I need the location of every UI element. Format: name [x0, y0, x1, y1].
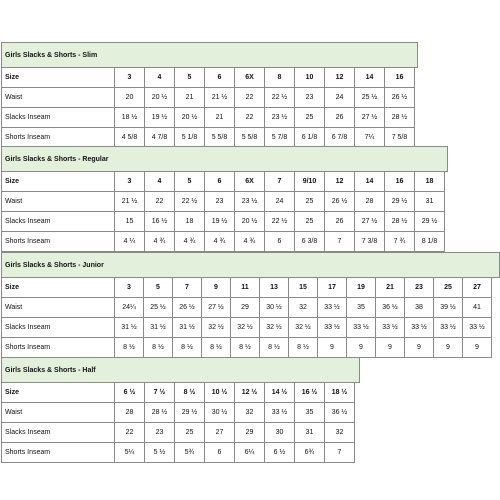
size-header-cell: 17	[318, 278, 347, 298]
row-label: Shorts Inseam	[2, 443, 115, 463]
measurement-cell: 26 ½	[173, 298, 202, 318]
row-label: Shorts Inseam	[2, 338, 115, 358]
measurement-cell: 33 ½	[434, 318, 463, 338]
measurement-cell: 33 ½	[318, 298, 347, 318]
measurement-cell: 8 1/8	[415, 232, 445, 252]
measurement-cell: 27 ½	[202, 298, 231, 318]
size-header-cell: 3	[115, 278, 144, 298]
spacer-cell	[415, 68, 418, 88]
table-row	[2, 88, 418, 108]
measurement-cell: 25	[295, 212, 325, 232]
measurement-cell: 19 ½	[205, 212, 235, 232]
measurement-cell: 29 ½	[175, 403, 205, 423]
measurement-cell: 23	[145, 423, 175, 443]
measurement-cell: 32 ½	[260, 318, 289, 338]
measurement-cell: 36 ½	[376, 298, 405, 318]
measurement-cell: 20 ½	[145, 88, 175, 108]
measurement-cell: 20 ½	[175, 108, 205, 128]
table-row	[2, 403, 360, 423]
measurement-cell: 22	[115, 423, 145, 443]
table-header-row	[2, 68, 418, 88]
measurement-cell: 21 ½	[115, 192, 145, 212]
measurement-cell: 9	[347, 338, 376, 358]
size-header-cell: 9/10	[295, 172, 325, 192]
measurement-cell: 7¼	[355, 128, 385, 148]
measurement-cell: 25 ½	[144, 298, 173, 318]
table-header-row	[2, 278, 500, 298]
row-label: Slacks Inseam	[2, 212, 115, 232]
measurement-cell: 9	[434, 338, 463, 358]
table-row	[2, 192, 448, 212]
size-header-cell: 15	[289, 278, 318, 298]
spacer-cell	[355, 423, 360, 443]
measurement-cell: 21	[205, 108, 235, 128]
measurement-cell: 27 ½	[355, 212, 385, 232]
measurement-cell: 8 ½	[231, 338, 260, 358]
table-header-row	[2, 172, 448, 192]
measurement-cell: 22 ½	[265, 88, 295, 108]
measurement-cell: 7	[325, 443, 355, 463]
table-title: Girls Slacks & Shorts - Half	[2, 358, 360, 383]
size-header-cell: 25	[434, 278, 463, 298]
measurement-cell: 8 ½	[173, 338, 202, 358]
measurement-cell: 28	[115, 403, 145, 423]
measurement-cell: 26 ½	[385, 88, 415, 108]
spacer-cell	[445, 212, 448, 232]
size-header-cell: 12	[325, 172, 355, 192]
table-row	[2, 108, 418, 128]
measurement-cell: 7 ¾	[385, 232, 415, 252]
size-header-cell: 14	[355, 68, 385, 88]
measurement-cell: 9	[318, 338, 347, 358]
measurement-cell: 24	[325, 88, 355, 108]
measurement-cell: 29	[231, 298, 260, 318]
size-header-cell: 7 ½	[145, 383, 175, 403]
measurement-cell: 8 ½	[289, 338, 318, 358]
spacer-cell	[445, 172, 448, 192]
measurement-cell: 6 3/8	[295, 232, 325, 252]
measurement-cell: 23 ½	[265, 108, 295, 128]
spacer-cell	[445, 232, 448, 252]
measurement-cell: 25	[295, 192, 325, 212]
size-header-cell: 12 ½	[235, 383, 265, 403]
measurement-cell: 22 ½	[265, 212, 295, 232]
measurement-cell: 29 ½	[385, 192, 415, 212]
measurement-cell: 21	[175, 88, 205, 108]
measurement-cell: 8 ½	[202, 338, 231, 358]
measurement-cell: 6 ½	[265, 443, 295, 463]
measurement-cell: 31 ½	[115, 318, 144, 338]
measurement-cell: 8 ½	[260, 338, 289, 358]
measurement-cell: 5 5/8	[205, 128, 235, 148]
size-header-cell: 5	[144, 278, 173, 298]
size-header-cell: 7	[173, 278, 202, 298]
measurement-cell: 32	[325, 423, 355, 443]
size-header-cell: 3	[115, 68, 145, 88]
measurement-cell: 33 ½	[265, 403, 295, 423]
measurement-cell: 5 7/8	[265, 128, 295, 148]
table-row	[2, 318, 500, 338]
measurement-cell: 29	[235, 423, 265, 443]
size-header-cell: 5	[175, 172, 205, 192]
measurement-cell: 5 1/8	[175, 128, 205, 148]
measurement-cell: 33 ½	[347, 318, 376, 338]
size-header-label: Size	[2, 68, 115, 88]
measurement-cell: 8 ½	[144, 338, 173, 358]
measurement-cell: 38	[405, 298, 434, 318]
size-header-cell: 6	[205, 68, 235, 88]
table-title: Girls Slacks & Shorts - Slim	[2, 43, 418, 68]
table-row	[2, 423, 360, 443]
table-row	[2, 298, 500, 318]
measurement-cell: 6	[205, 443, 235, 463]
table-title: Girls Slacks & Shorts - Junior	[2, 253, 500, 278]
size-header-cell: 23	[405, 278, 434, 298]
measurement-cell: 32	[235, 403, 265, 423]
measurement-cell: 6¼	[235, 443, 265, 463]
table-row	[2, 212, 448, 232]
measurement-cell: 32 ½	[289, 318, 318, 338]
measurement-cell: 27 ½	[355, 108, 385, 128]
measurement-cell: 28 ½	[145, 403, 175, 423]
measurement-cell: 6 1/8	[295, 128, 325, 148]
measurement-cell: 26	[325, 108, 355, 128]
measurement-cell: 31	[415, 192, 445, 212]
measurement-cell: 22	[235, 88, 265, 108]
size-header-cell: 16	[385, 172, 415, 192]
measurement-cell: 32 ½	[202, 318, 231, 338]
size-header-label: Size	[2, 172, 115, 192]
measurement-cell: 6	[265, 232, 295, 252]
row-label: Waist	[2, 298, 115, 318]
measurement-cell: 15	[115, 212, 145, 232]
spacer-cell	[355, 383, 360, 403]
measurement-cell: 29 ½	[415, 212, 445, 232]
size-header-cell: 18	[415, 172, 445, 192]
measurement-cell: 7 3/8	[355, 232, 385, 252]
measurement-cell: 4 ¾	[235, 232, 265, 252]
measurement-cell: 5¾	[175, 443, 205, 463]
measurement-cell: 30 ½	[260, 298, 289, 318]
size-chart-table	[1, 252, 500, 358]
measurement-cell: 4 ¾	[205, 232, 235, 252]
measurement-cell: 9	[463, 338, 492, 358]
measurement-cell: 26	[325, 212, 355, 232]
spacer-cell	[415, 128, 418, 148]
measurement-cell: 31 ½	[144, 318, 173, 338]
size-header-cell: 6X	[235, 172, 265, 192]
measurement-cell: 5¼	[115, 443, 145, 463]
measurement-cell: 22	[145, 192, 175, 212]
measurement-cell: 19 ½	[145, 108, 175, 128]
size-header-cell: 19	[347, 278, 376, 298]
measurement-cell: 24	[265, 192, 295, 212]
size-header-cell: 13	[260, 278, 289, 298]
table-row	[2, 338, 500, 358]
size-header-cell: 6 ½	[115, 383, 145, 403]
row-label: Slacks Inseam	[2, 318, 115, 338]
measurement-cell: 4 7/8	[145, 128, 175, 148]
measurement-cell: 9	[376, 338, 405, 358]
measurement-cell: 4 ¼	[115, 232, 145, 252]
size-header-cell: 6X	[235, 68, 265, 88]
measurement-cell: 5 5/8	[235, 128, 265, 148]
measurement-cell: 33 ½	[463, 318, 492, 338]
size-header-cell: 21	[376, 278, 405, 298]
measurement-cell: 32	[289, 298, 318, 318]
measurement-cell: 18	[175, 212, 205, 232]
measurement-cell: 9	[405, 338, 434, 358]
spacer-cell	[415, 88, 418, 108]
row-label: Slacks Inseam	[2, 423, 115, 443]
row-label: Shorts Inseam	[2, 232, 115, 252]
size-header-cell: 14 ½	[265, 383, 295, 403]
size-header-cell: 16	[385, 68, 415, 88]
measurement-cell: 25 ½	[355, 88, 385, 108]
measurement-cell: 16 ½	[145, 212, 175, 232]
measurement-cell: 33 ½	[318, 318, 347, 338]
size-header-cell: 12	[325, 68, 355, 88]
measurement-cell: 20	[115, 88, 145, 108]
measurement-cell: 32 ½	[231, 318, 260, 338]
size-header-cell: 16 ½	[295, 383, 325, 403]
size-header-cell: 27	[463, 278, 492, 298]
size-header-cell: 9	[202, 278, 231, 298]
size-header-cell: 7	[265, 172, 295, 192]
size-chart-table	[1, 42, 418, 148]
measurement-cell: 5 ½	[145, 443, 175, 463]
measurement-cell: 25	[175, 423, 205, 443]
measurement-cell: 26 ½	[325, 192, 355, 212]
measurement-cell: 28 ½	[385, 212, 415, 232]
measurement-cell: 22 ½	[175, 192, 205, 212]
measurement-cell: 30 ½	[205, 403, 235, 423]
table-row	[2, 443, 360, 463]
measurement-cell: 23	[205, 192, 235, 212]
table-row	[2, 232, 448, 252]
measurement-cell: 31 ½	[173, 318, 202, 338]
measurement-cell: 28	[355, 192, 385, 212]
measurement-cell: 22	[235, 108, 265, 128]
measurement-cell: 4 5/8	[115, 128, 145, 148]
size-header-cell: 14	[355, 172, 385, 192]
size-header-cell: 11	[231, 278, 260, 298]
measurement-cell: 35	[295, 403, 325, 423]
measurement-cell: 36 ½	[325, 403, 355, 423]
spacer-cell	[492, 278, 500, 298]
size-header-cell: 8	[265, 68, 295, 88]
spacer-cell	[415, 108, 418, 128]
measurement-cell: 23	[295, 88, 325, 108]
measurement-cell: 21 ½	[205, 88, 235, 108]
spacer-cell	[492, 318, 500, 338]
spacer-cell	[355, 443, 360, 463]
measurement-cell: 7 5/8	[385, 128, 415, 148]
row-label: Shorts Inseam	[2, 128, 115, 148]
measurement-cell: 25	[295, 108, 325, 128]
measurement-cell: 6 7/8	[325, 128, 355, 148]
table-title: Girls Slacks & Shorts - Regular	[2, 147, 448, 172]
size-header-cell: 3	[115, 172, 145, 192]
size-header-cell: 5	[175, 68, 205, 88]
measurement-cell: 31	[295, 423, 325, 443]
measurement-cell: 4 ¾	[175, 232, 205, 252]
spacer-cell	[445, 192, 448, 212]
measurement-cell: 28 ½	[385, 108, 415, 128]
measurement-cell: 24¼	[115, 298, 144, 318]
size-header-label: Size	[2, 383, 115, 403]
row-label: Waist	[2, 88, 115, 108]
measurement-cell: 18 ½	[115, 108, 145, 128]
measurement-cell: 4 ¾	[145, 232, 175, 252]
size-header-cell: 18 ½	[325, 383, 355, 403]
spacer-cell	[355, 403, 360, 423]
table-row	[2, 128, 418, 148]
measurement-cell: 33 ½	[376, 318, 405, 338]
size-header-cell: 10	[295, 68, 325, 88]
measurement-cell: 27	[205, 423, 235, 443]
table-header-row	[2, 383, 360, 403]
measurement-cell: 41	[463, 298, 492, 318]
size-header-cell: 8 ½	[175, 383, 205, 403]
size-chart-table	[1, 146, 448, 252]
row-label: Waist	[2, 403, 115, 423]
spacer-cell	[492, 338, 500, 358]
size-header-cell: 6	[205, 172, 235, 192]
measurement-cell: 6¾	[295, 443, 325, 463]
measurement-cell: 20 ½	[235, 212, 265, 232]
measurement-cell: 23 ½	[235, 192, 265, 212]
size-header-cell: 4	[145, 68, 175, 88]
row-label: Waist	[2, 192, 115, 212]
row-label: Slacks Inseam	[2, 108, 115, 128]
measurement-cell: 39 ½	[434, 298, 463, 318]
size-header-label: Size	[2, 278, 115, 298]
measurement-cell: 33 ½	[405, 318, 434, 338]
spacer-cell	[492, 298, 500, 318]
measurement-cell: 8 ½	[115, 338, 144, 358]
size-chart-table	[1, 357, 360, 463]
measurement-cell: 30	[265, 423, 295, 443]
measurement-cell: 35	[347, 298, 376, 318]
size-header-cell: 10 ½	[205, 383, 235, 403]
size-header-cell: 4	[145, 172, 175, 192]
measurement-cell: 7	[325, 232, 355, 252]
